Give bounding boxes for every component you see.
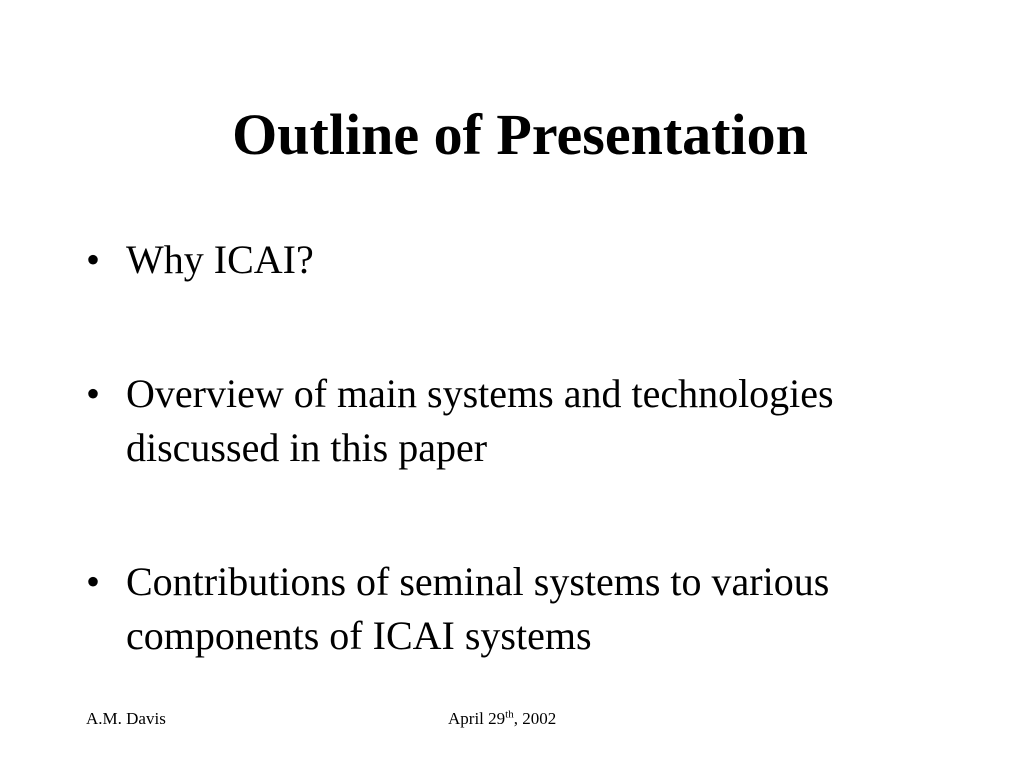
bullet-text: Overview of main systems and technologies discussed in this paper xyxy=(126,371,834,470)
bullet-text: Why ICAI? xyxy=(126,237,314,282)
slide-title: Outline of Presentation xyxy=(232,102,808,167)
bullet-icon: • xyxy=(86,237,101,282)
footer-author: A.M. Davis xyxy=(86,709,166,728)
footer-date-superscript: th xyxy=(505,708,514,721)
bullet-item-contributions xyxy=(86,555,966,663)
footer-date-suffix: , 2002 xyxy=(513,709,557,728)
bullet-item-why-icai xyxy=(86,233,966,287)
bullet-text: Contributions of seminal systems to various components of ICAI systems xyxy=(126,559,830,658)
footer-date xyxy=(448,708,556,730)
bullet-icon: • xyxy=(86,371,101,416)
bullet-icon: • xyxy=(86,559,101,604)
bullet-list xyxy=(86,233,966,743)
bullet-item-overview xyxy=(86,367,966,475)
footer-date-prefix: April 29 xyxy=(448,709,506,728)
